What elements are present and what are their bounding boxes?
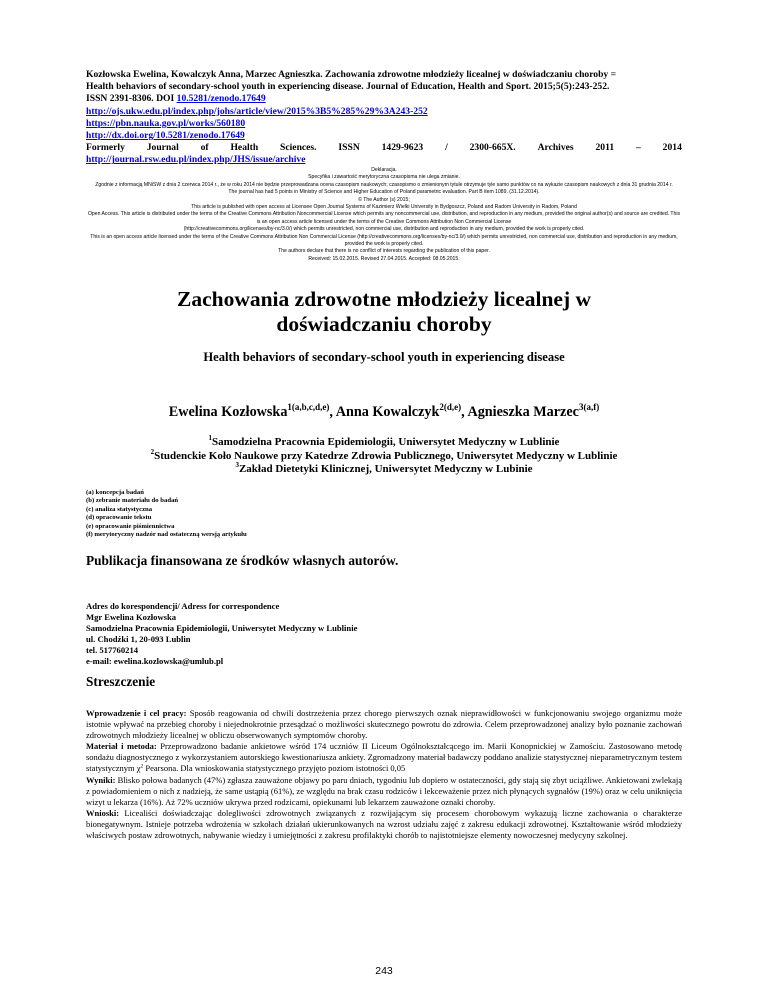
address-line: tel. 517760214 <box>86 645 139 655</box>
formerly-word: 2300-665X. <box>469 142 516 154</box>
abstract-section-label: Wprowadzenie i cel pracy: <box>86 708 187 718</box>
author-affiliation-mark: 1(a,b,c,d,e) <box>287 402 330 412</box>
citation-block <box>86 69 682 167</box>
role-item: (d) opracowanie tekstu <box>86 514 152 522</box>
issn-text: ISSN 2391-8306. DOI <box>86 93 175 105</box>
affiliation <box>86 436 682 450</box>
declaration-block <box>86 167 682 263</box>
affiliation <box>86 447 682 464</box>
formerly-word: Journal <box>146 142 179 154</box>
formerly-word: / <box>445 142 448 154</box>
formerly-word: 2014 <box>662 142 682 154</box>
formerly-word: Formerly <box>86 142 125 154</box>
abstract-section-label: Materiał i metoda: <box>86 741 157 752</box>
abstract-intro <box>86 708 682 741</box>
abstract-text: Pearsona. Dla wnioskowania statystycznego przyjęto poziom istotności 0,05 <box>143 763 406 774</box>
abstract-body <box>86 708 682 841</box>
affiliation-number: 1 <box>208 434 213 442</box>
address-line: e-mail: ewelina.kozlowska@umlub.pl <box>86 656 224 666</box>
contribution-roles <box>86 489 486 539</box>
abstract-heading: Streszczenie <box>86 674 156 689</box>
author-affiliation-mark: 2(d,e) <box>439 402 462 412</box>
citation-line: Health behaviors of secondary-school youth in experiencing disease. Journal of Education, Health and Sport. 2015;5(5):243-252. <box>86 81 610 93</box>
page-number: 243 <box>375 965 393 977</box>
title-line: doświadczaniu choroby <box>276 312 492 336</box>
formerly-word: of <box>200 142 209 154</box>
author-list <box>86 403 682 421</box>
declaration-line: Deklaracja. <box>371 167 397 173</box>
author-separator: , <box>329 404 336 420</box>
citation-line <box>86 93 682 105</box>
abstract-text: Blisko połowa badanych (47%) zgłasza zauważone objawy po paru dniach, tygodniu lub dopiero w ostateczności, gdy stają się zbyt uciążliwe. Ankietowani zwlekają z powiadomieniem o nich z nadzieją, że same ustąpią (61%), ze względu na brak czasu rodziców i lekceważenie przez nich płynących sygnałów (19%) oraz w celu uniknięcia wizyt u lekarza (16%). Aż 72% uczniów ukrywa przed rodzicami, opiekunami lub lekarzem zauważone oznaki choroby. <box>86 774 682 807</box>
abstract-text: Przeprowadzono badanie ankietowe wśród 174 uczniów II Liceum Ogólnokształcącego im. Marii Konopnickiej w Zamościu. Zastosowano metodę sondażu diagnostycznego z wykorzystaniem autorskiego kwestionariusza ankiety. Zgromadzony materiał badawczy poddano analizie statystycznej nieparametrycznym testem statystycznym χ <box>86 741 682 774</box>
affiliation-text: Samodzielna Pracownia Epidemiologii, Uniwersytet Medyczny w Lublinie <box>212 436 560 448</box>
author-name: Anna Kowalczyk <box>335 404 440 420</box>
author-affiliation-mark: 3(a,f) <box>578 402 600 412</box>
declaration-line: This article is published with open access at Licensee Open Journal Systems of Kazimierz Wielki University in Bydgoszcz, Poland and Radom University in Radom, Poland <box>191 204 577 211</box>
declaration-line: Specyfika i zawartość merytoryczna czasopisma nie ulega zmianie. <box>308 174 460 181</box>
abstract-conclusions <box>86 808 682 841</box>
formerly-word: Sciences. <box>280 142 317 154</box>
affiliation-text: Zakład Dietetyki Klinicznej, Uniwersytet Medyczny w Lubinie <box>238 463 533 476</box>
affiliation-number: 2 <box>150 447 155 456</box>
abstract-text: Sposób reagowania od chwili dostrzeżenia przez chorego pierwszych oznak nieprawidłowości w funkcjonowaniu swojego organizmu może istotnie wpływać na przebieg choroby i niejednokrotnie przesądzać o możliwości skutecznego powrotu do zdrowia. Celem przeprowadzonej analizy było poznanie zachowań zdrowotnych młodzieży licealnej w obliczu obserwowanych symptomów choroby. <box>86 708 682 741</box>
affiliation <box>86 463 682 477</box>
article-subtitle: Health behaviors of secondary-school youth in experiencing disease <box>203 350 565 364</box>
affiliation-number: 3 <box>235 461 239 470</box>
declaration-line: Open Access. This article is distributed under the terms of the Creative Commons Attribution Noncommercial License which permits any noncommercial use, distribution, and reproduction in any medium, provided the original author(s) and source are credited. This is an open access article licensed under the terms of the Creative Commons Attribution Non Commercial License <box>87 211 681 225</box>
role-item: (e) opracowanie piśmiennictwa <box>86 522 175 530</box>
address-line: Adres do korespondencji/ Adress for correspondence <box>86 601 280 611</box>
address-line: Mgr Ewelina Kozłowska <box>86 612 177 622</box>
address-line: Samodzielna Pracownia Epidemiologii, Uniwersytet Medyczny w Lublinie <box>86 623 358 633</box>
correspondence-address <box>86 601 682 667</box>
affiliation-text: Studenckie Koło Naukowe przy Katedrze Zdrowia Publicznego, Uniwersytet Medyczny w Lublinie <box>154 449 618 462</box>
archive-link[interactable]: http://journal.rsw.edu.pl/index.php/JHS/issue/archive <box>86 154 306 166</box>
declaration-line: (http://creativecommons.org/licenses/by-nc/3.0/) which permits unrestricted, non commercial use, distribution and reproduction in any medium, provided the work is properly cited. <box>183 226 585 233</box>
formerly-word: 2011 <box>595 142 615 154</box>
role-item: (f) merytoryczny nadzór nad ostateczną wersją artykułu <box>86 531 247 539</box>
formerly-word: 1429-9623 <box>381 142 424 154</box>
formerly-word: Archives <box>537 142 574 154</box>
dx-doi-link[interactable]: http://dx.doi.org/10.5281/zenodo.17649 <box>86 130 245 142</box>
author-name: Agnieszka Marzec <box>467 404 579 420</box>
title-line: Zachowania zdrowotne młodzieży licealnej w <box>176 287 592 311</box>
declaration-line: © The Author (s) 2015; <box>358 196 410 203</box>
affiliation-list <box>86 436 682 477</box>
declaration-line: The authors declare that there is no conflict of interests regarding the publication of this paper. <box>278 248 490 255</box>
formerly-line <box>86 142 682 154</box>
role-item: (c) analiza statystyczna <box>86 505 153 513</box>
abstract-section-label: Wyniki: <box>86 774 116 785</box>
formerly-word: Health <box>230 142 259 154</box>
citation-line: Kozłowska Ewelina, Kowalczyk Anna, Marzec Agnieszka. Zachowania zdrowotne młodzieży licealnej w doświadczaniu choroby = <box>86 69 617 80</box>
abstract-method <box>86 741 682 774</box>
formerly-word: ISSN <box>338 142 360 154</box>
pbn-link[interactable]: https://pbn.nauka.gov.pl/works/560180 <box>86 117 246 129</box>
article-title <box>86 287 682 337</box>
author-name: Ewelina Kozłowska <box>168 404 288 420</box>
declaration-line: Zgodnie z informacją MNiSW z dnia 2 czerwca 2014 r., że w roku 2014 nie będzie przeprowadzana ocena czasopism naukowych; czasopismo o zmienionym tytule otrzymuje tyle samo punktów co na wykazie czasopism naukowych z dnia 31 grudnia 2014 r. <box>95 181 673 188</box>
abstract-results <box>86 775 682 808</box>
formerly-word: – <box>636 142 641 154</box>
address-line: ul. Chodźki 1, 20-093 Lublin <box>86 634 191 644</box>
abstract-text: Licealiści doświadczając dolegliwości zdrowotnych związanych z rozwijającym się procesem chorobowym wykazują liczne zachowania o charakterze bionegatywnym. Istnieje potrzeba wdrożenia w szkołach działań ukierunkowanych na wzrost udziału zajęć z zakresu edukacji zdrowotnej. Kształtowanie wśród młodzieży właściwych postaw zdrowotnych, nabywanie wiedzy i umiejętności z zakresu profilaktyki chorób to najistotniejsze elementy nowoczesnej medycyny szkolnej. <box>86 807 682 841</box>
ojs-link[interactable]: http://ojs.ukw.edu.pl/index.php/johs/article/view/2015%3B5%285%29%3A243-252 <box>86 105 428 117</box>
declaration-line: The journal has had 5 points in Ministry of Science and Higher Education of Poland parametric evaluation. Part B item 1089. (31.12.2014). <box>228 189 540 196</box>
chi-square-superscript: 2 <box>140 763 144 770</box>
role-item: (b) zebranie materiału do badań <box>86 497 179 505</box>
declaration-line: Received: 15.02.2015. Revised 27.04.2015. Accepted: 08.05.2015. <box>308 255 460 262</box>
funding-statement: Publikacja finansowana ze środków własnych autorów. <box>86 553 399 568</box>
doi-link[interactable]: 10.5281/zenodo.17649 <box>176 93 266 105</box>
author-separator: , <box>461 404 468 420</box>
abstract-section-label: Wnioski: <box>86 807 120 818</box>
role-item: (a) koncepcja badań <box>86 489 144 496</box>
declaration-line: This is an open access article licensed under the terms of the Creative Commons Attribution Non Commercial License (http://creativecommons.org/licenses/by-nc/3.0/) which permits unrestricted, non commercial use, distribution and reproduction in any medium, provided the work is properly cited. <box>90 233 678 248</box>
